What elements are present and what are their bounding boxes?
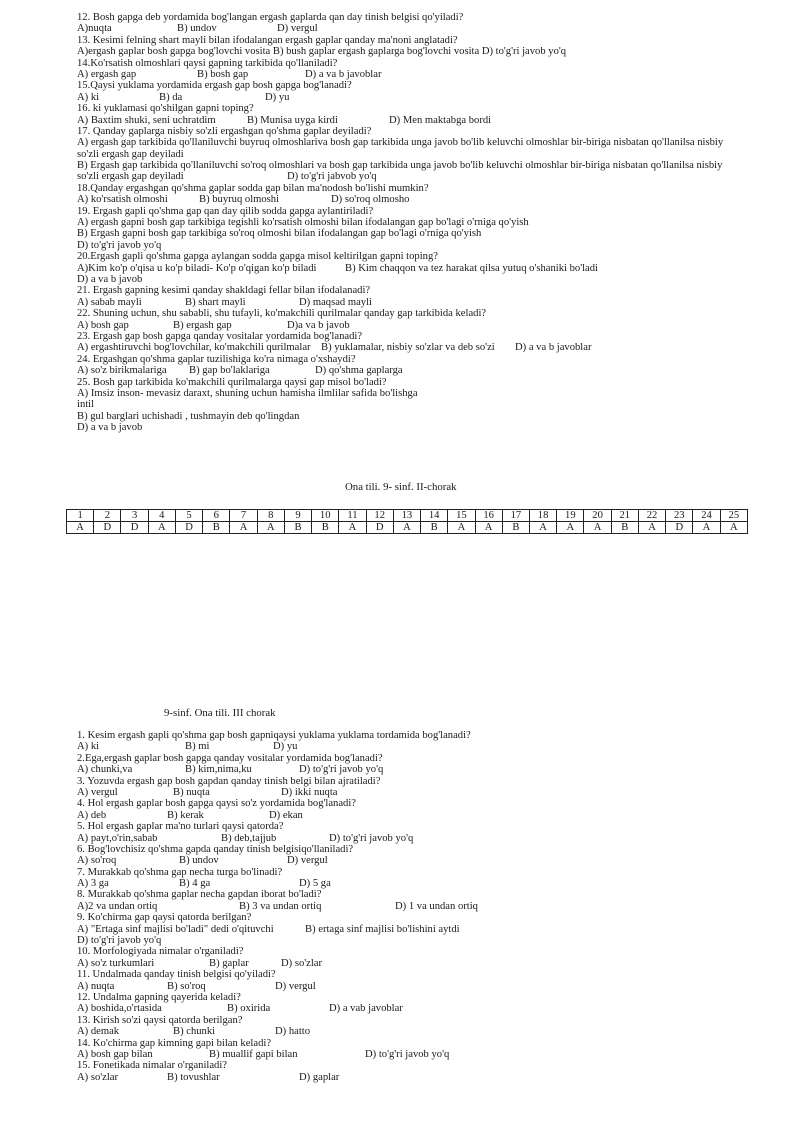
answer-key-answer-cell: A [257,522,284,534]
question-text: 3. Yozuvda ergash gap bosh gapdan qanday tinish belgi bilan ajratiladi? [77,775,381,787]
question-text: 15. Fonetikada nimalar o'rganiladi? [77,1060,227,1072]
answer-option: D) a va b javoblar [515,342,592,354]
answer-line: B) Ergash gap tarkibida qo'llaniluvchi so'roq olmoshlari va bosh gap tarkibida unga javob bo'lib keluvchi olmoshlar bir-biriga nisbatan qo'llanilsa nisbiy [77,160,723,172]
answer-key-number-cell: 24 [693,510,720,522]
answer-option: A)Kim ko'p o'qisa u ko'p biladi- Ko'p o'qigan ko'p biladi [77,262,317,274]
answer-key-answer-cell: A [557,522,584,534]
question-text: 14.Ko'rsatish olmoshlari qaysi gapning tarkibida qo'llaniladi? [77,57,338,69]
answer-option: B) chunki [173,1026,216,1038]
answer-option: so'zli ergash gap deyiladi [77,171,184,183]
answer-key-number-cell: 13 [393,510,420,522]
answer-option: D)a va b javob [287,319,350,331]
answer-line: D) a va b javob [77,422,143,434]
answer-option: A)nuqta [77,23,112,35]
answer-key-answer-cell: A [339,522,366,534]
answer-option: A) boshida,o'rtasida [77,1003,162,1015]
answer-key-number-cell: 12 [366,510,393,522]
answer-option: B) so'roq [167,980,206,992]
answer-key-answer-cell: D [666,522,693,534]
question-text: 21. Ergash gapning kesimi qanday shakldagi fellar bilan ifodalanadi? [77,285,371,297]
answer-option: B) Munisa uyga kirdi [247,114,338,126]
answer-key-number-cell: 7 [230,510,257,522]
answer-key-number-cell: 23 [666,510,693,522]
answer-key-number-cell: 15 [448,510,475,522]
answer-option: B) oxirida [227,1003,271,1015]
test-section-3-chorak [77,730,777,1083]
answer-key-number-cell: 2 [94,510,121,522]
answer-key-number-cell: 8 [257,510,284,522]
question-text: 19. Ergash gapli qo'shma gap qan day qilib sodda gapga aylantiriladi? [77,205,374,217]
question-text: 22. Shuning uchun, shu sababli, shu tufayli, ko'makchili qurilmalar qanday gap tarkibida keladi? [77,308,487,320]
answer-options-row [77,1049,777,1060]
answer-option: D) gaplar [299,1071,340,1083]
answer-option: D) ikki nuqta [281,786,338,798]
answer-options-row [77,320,777,331]
answer-options-row [77,115,777,126]
answer-option: A) chunki,va [77,764,133,776]
answer-option: A) ergash gap [77,68,137,80]
answer-option: B) mi [185,741,210,753]
answer-option: D) yu [273,741,298,753]
answer-option: B) ergash gap [173,319,232,331]
answer-line: A) Imsiz inson- mevasiz daraxt, shuning uchun hamisha ilmlilar safida bo'lishga [77,387,418,399]
answer-options-row [77,833,777,844]
answer-options-row [77,878,777,889]
question-text: 12. Undalma gapning qayerida keladi? [77,991,241,1003]
question-text: 2.Ega,ergash gaplar bosh gapga qanday vositalar yordamida bog'lanadi? [77,752,383,764]
answer-key-heading: Ona tili. 9- sinf. II-chorak [345,481,457,493]
answer-option: D) a va b javoblar [305,68,382,80]
answer-option: D) to'g'ri javob yo'q [329,832,414,844]
answer-options-row [77,764,777,775]
answer-key-number-cell: 11 [339,510,366,522]
answer-option: A) ko'rsatish olmoshi [77,194,168,206]
answer-option: A) bosh gap bilan [77,1048,153,1060]
answer-option: D) 5 ga [299,878,331,890]
answer-option: D) 1 va undan ortiq [395,900,478,912]
answer-option: A) 3 ga [77,878,109,890]
answer-key-answer-cell: B [421,522,448,534]
answer-key-answer-cell: B [312,522,339,534]
answer-options-row [77,171,777,182]
answer-option: A)2 va undan ortiq [77,900,158,912]
question-text: 17. Qanday gaplarga nisbiy so'zli ergashgan qo'shma gaplar deyiladi? [77,125,372,137]
answer-key-answer-cell: B [611,522,638,534]
answer-key-answers-row [67,522,748,534]
answer-key-answer-cell: A [720,522,747,534]
answer-line: B) gul barglari uchishadi , tushmayin deb qo'lingdan [77,410,300,422]
answer-options-row [77,365,777,376]
answer-key-answer-cell: A [693,522,720,534]
answer-key-answer-cell: A [67,522,94,534]
answer-key-answer-cell: D [175,522,202,534]
answer-options-row [77,297,777,308]
answer-key-number-cell: 21 [611,510,638,522]
answer-option: A) payt,o'rin,sabab [77,832,158,844]
answer-line: A)ergash gaplar bosh gapga bog'lovchi vosita B) bush gaplar ergash gaplarga bog'lovchi vosita D) to'g'ri javob yo'q [77,46,567,58]
answer-options-row [77,958,777,969]
answer-option: A) bosh gap [77,319,129,331]
answer-option: B) 4 ga [179,878,211,890]
answer-option: D) vergul [287,855,328,867]
answer-options-row [77,1072,777,1083]
answer-option: A) ki [77,91,100,103]
question-text: 20.Ergash gapli qo'shma gapga aylangan sodda gapga misol keltirilgan gapni toping? [77,251,438,263]
answer-options-row [77,1003,777,1014]
answer-option: B) muallif gapi bilan [209,1048,298,1060]
answer-key-number-cell: 25 [720,510,747,522]
answer-option: B) 3 va undan ortiq [239,900,322,912]
answer-key-answer-cell: D [121,522,148,534]
answer-option: A) vergul [77,786,118,798]
question-text: 25. Bosh gap tarkibida ko'makchili qurilmalarga qaysi gap misol bo'ladi? [77,376,387,388]
answer-key-number-cell: 9 [284,510,311,522]
answer-key-number-cell: 3 [121,510,148,522]
answer-option: A) ki [77,741,100,753]
answer-option: A) demak [77,1026,120,1038]
question-text: 6. Bog'lovchisiz qo'shma gapda qanday tinish belgisiqo'llaniladi? [77,843,354,855]
answer-option: A) so'z birikmalariga [77,365,167,377]
answer-option: B) undov [177,23,217,35]
question-text: 4. Hol ergash gaplar bosh gapga qaysi so'z yordamida bog'lanadi? [77,798,356,810]
question-text: 11. Undalmada qanday tinish belgisi qo'yiladi? [77,969,276,981]
answer-options-row [77,1026,777,1037]
answer-option: D) to'g'ri jabvob yo'q [287,171,377,183]
answer-option: A) deb [77,809,107,821]
answer-option: D) so'zlar [281,957,323,969]
answer-option: B) da [159,91,183,103]
answer-line: A) ergash gap tarkibida qo'llaniluvchi buyruq olmoshlariva bosh gap tarkibida unga javob bo'lib keluvchi olmoshlar bir-biriga nisbatan qo'llanilsa nisbiy [77,137,724,149]
answer-key-answer-cell: A [529,522,556,534]
section-3-heading: 9-sinf. Ona tili. III chorak [164,707,276,719]
answer-key-answer-cell: A [448,522,475,534]
answer-line: D) to'g'ri javob yo'q [77,239,162,251]
answer-key-answer-cell: A [148,522,175,534]
answer-option: D) so'roq olmosho [331,194,410,206]
answer-key-number-cell: 5 [175,510,202,522]
question-text: 23. Ergash gap bosh gapga qanday vositalar yordamida bog'lanadi? [77,330,363,342]
answer-option: D) vergul [277,23,318,35]
answer-option: B) ertaga sinf majlisi bo'lishini aytdi [305,923,460,935]
answer-option: D) a vab javoblar [329,1003,403,1015]
answer-option: D) maqsad mayli [299,296,372,308]
answer-line: D) to'g'ri javob yo'q [77,935,162,947]
question-text: 16. ki yuklamasi qo'shilgan gapni toping? [77,103,254,115]
answer-key-number-cell: 17 [502,510,529,522]
answer-option: D) to'g'ri javob yo'q [299,764,384,776]
answer-line: intil [77,399,95,411]
answer-options-row [77,69,777,80]
answer-key-number-cell: 19 [557,510,584,522]
answer-option: B) kim,nima,ku [185,764,252,776]
answer-options-row [77,263,777,274]
question-text: 14. Ko'chirma gap kimning gapi bilan keladi? [77,1037,272,1049]
answer-options-row [77,23,777,34]
question-text: 9. Ko'chirma gap qaysi qatorda berilgan? [77,912,252,924]
answer-key-number-cell: 18 [529,510,556,522]
answer-key-number-cell: 1 [67,510,94,522]
answer-line: so'zli ergash gap deyiladi [77,148,184,160]
answer-option: A) sabab mayli [77,296,142,308]
question-text: 7. Murakkab qo'shma gap necha turga bo'linadi? [77,866,283,878]
answer-key-number-cell: 14 [421,510,448,522]
answer-option: A) Baxtim shuki, seni uchratdim [77,114,216,126]
answer-option: D) ekan [269,809,303,821]
answer-option: D) Men maktabga bordi [389,114,492,126]
answer-option: B) bosh gap [197,68,249,80]
answer-option: B) nuqta [173,786,210,798]
answer-option: B) tovushlar [167,1071,220,1083]
answer-key-answer-cell: A [230,522,257,534]
answer-option: A) "Ertaga sinf majlisi bo'ladi" dedi o'qituvchi [77,923,274,935]
answer-key-answer-cell: A [475,522,502,534]
answer-options-row [77,810,777,821]
answer-key-table [66,509,748,534]
answer-options-row [77,981,777,992]
question-text: 15.Qaysi yuklama yordamida ergash gap bosh gapga bog'lanadi? [77,80,352,92]
answer-option: B) shart mayli [185,296,246,308]
answer-option: B) kerak [167,809,204,821]
answer-key-answer-cell: B [284,522,311,534]
answer-line: A) ergash gapni bosh gap tarkibiga tegishli ko'rsatish olmoshi bilan ifodalangan gap bo'lagi o'rniga qo'yish [77,217,529,229]
question-text: 18.Qanday ergashgan qo'shma gaplar sodda gap bilan ma'nodosh bo'lishi mumkin? [77,182,429,194]
question-text: 13. Kirish so'zi qaysi qatorda berilgan? [77,1014,243,1026]
answer-option: A) so'z turkumlari [77,957,155,969]
answer-option: B) deb,tajjub [221,832,277,844]
question-text: 5. Hol ergash gaplar ma'no turlari qaysi qatorda? [77,821,284,833]
answer-key-number-cell: 6 [203,510,230,522]
answer-option: A) so'zlar [77,1071,119,1083]
answer-key-answer-cell: D [94,522,121,534]
answer-options-row [77,92,777,103]
answer-option: B) buyruq olmoshi [199,194,280,206]
answer-key-answer-cell: D [366,522,393,534]
answer-key-number-cell: 20 [584,510,611,522]
answer-option: D) yu [265,91,290,103]
test-section-2-chorak [77,12,777,433]
answer-option: B) gap bo'laklariga [189,365,270,377]
answer-option: B) yuklamalar, nisbiy so'zlar va deb so'zi [321,342,495,354]
answer-option: D) to'g'ri javob yo'q [365,1048,450,1060]
question-text: 8. Murakkab qo'shma gaplar necha gapdan iborat bo'ladi? [77,889,322,901]
question-text: 13. Kesimi felning shart mayli bilan ifodalangan ergash gaplar qanday ma'noni anglatadi? [77,34,458,46]
answer-key-answer-cell: B [203,522,230,534]
answer-option: B) Kim chaqqon va tez harakat qilsa yutuq o'shaniki bo'ladi [345,262,599,274]
answer-option: D) hatto [275,1026,311,1038]
answer-options-row [77,194,777,205]
answer-key-number-cell: 22 [638,510,665,522]
answer-options-row [77,855,777,866]
answer-option: D) vergul [275,980,316,992]
answer-key-answer-cell: A [638,522,665,534]
answer-options-row [77,787,777,798]
answer-line: D) a va b javob [77,273,143,285]
answer-line: B) Ergash gapni bosh gap tarkibiga so'roq olmoshi bilan ifodalangan gap bo'lagi o'rniga qo'yish [77,228,482,240]
answer-key-numbers-row [67,510,748,522]
question-text: 24. Ergashgan qo'shma gaplar tuzilishiga ko'ra nimaga o'xshaydi? [77,353,356,365]
question-text: 1. Kesim ergash gapli qo'shma gap bosh gapniqaysi yuklama yuklama tordamida bog'lanadi? [77,730,471,741]
answer-key-answer-cell: A [584,522,611,534]
answer-key-answer-cell: A [393,522,420,534]
answer-key-number-cell: 4 [148,510,175,522]
answer-options-row [77,901,777,912]
answer-option: A) ergashtiruvchi bog'lovchilar, ko'makchili qurilmalar [77,342,311,354]
answer-options-row [77,924,777,935]
answer-key-number-cell: 10 [312,510,339,522]
answer-option: D) qo'shma gaplarga [315,365,403,377]
answer-key-answer-cell: B [502,522,529,534]
answer-options-row [77,741,777,752]
answer-option: A) so'roq [77,855,117,867]
question-text: 10. Morfologiyada nimalar o'rganiladi? [77,946,244,958]
question-text: 12. Bosh gapga deb yordamida bog'langan ergash gaplarda qan day tinish belgisi qo'yiladi? [77,12,464,23]
answer-key-number-cell: 16 [475,510,502,522]
answer-option: B) gaplar [209,957,249,969]
answer-option: A) nuqta [77,980,115,992]
answer-options-row [77,342,777,353]
answer-option: B) undov [179,855,219,867]
